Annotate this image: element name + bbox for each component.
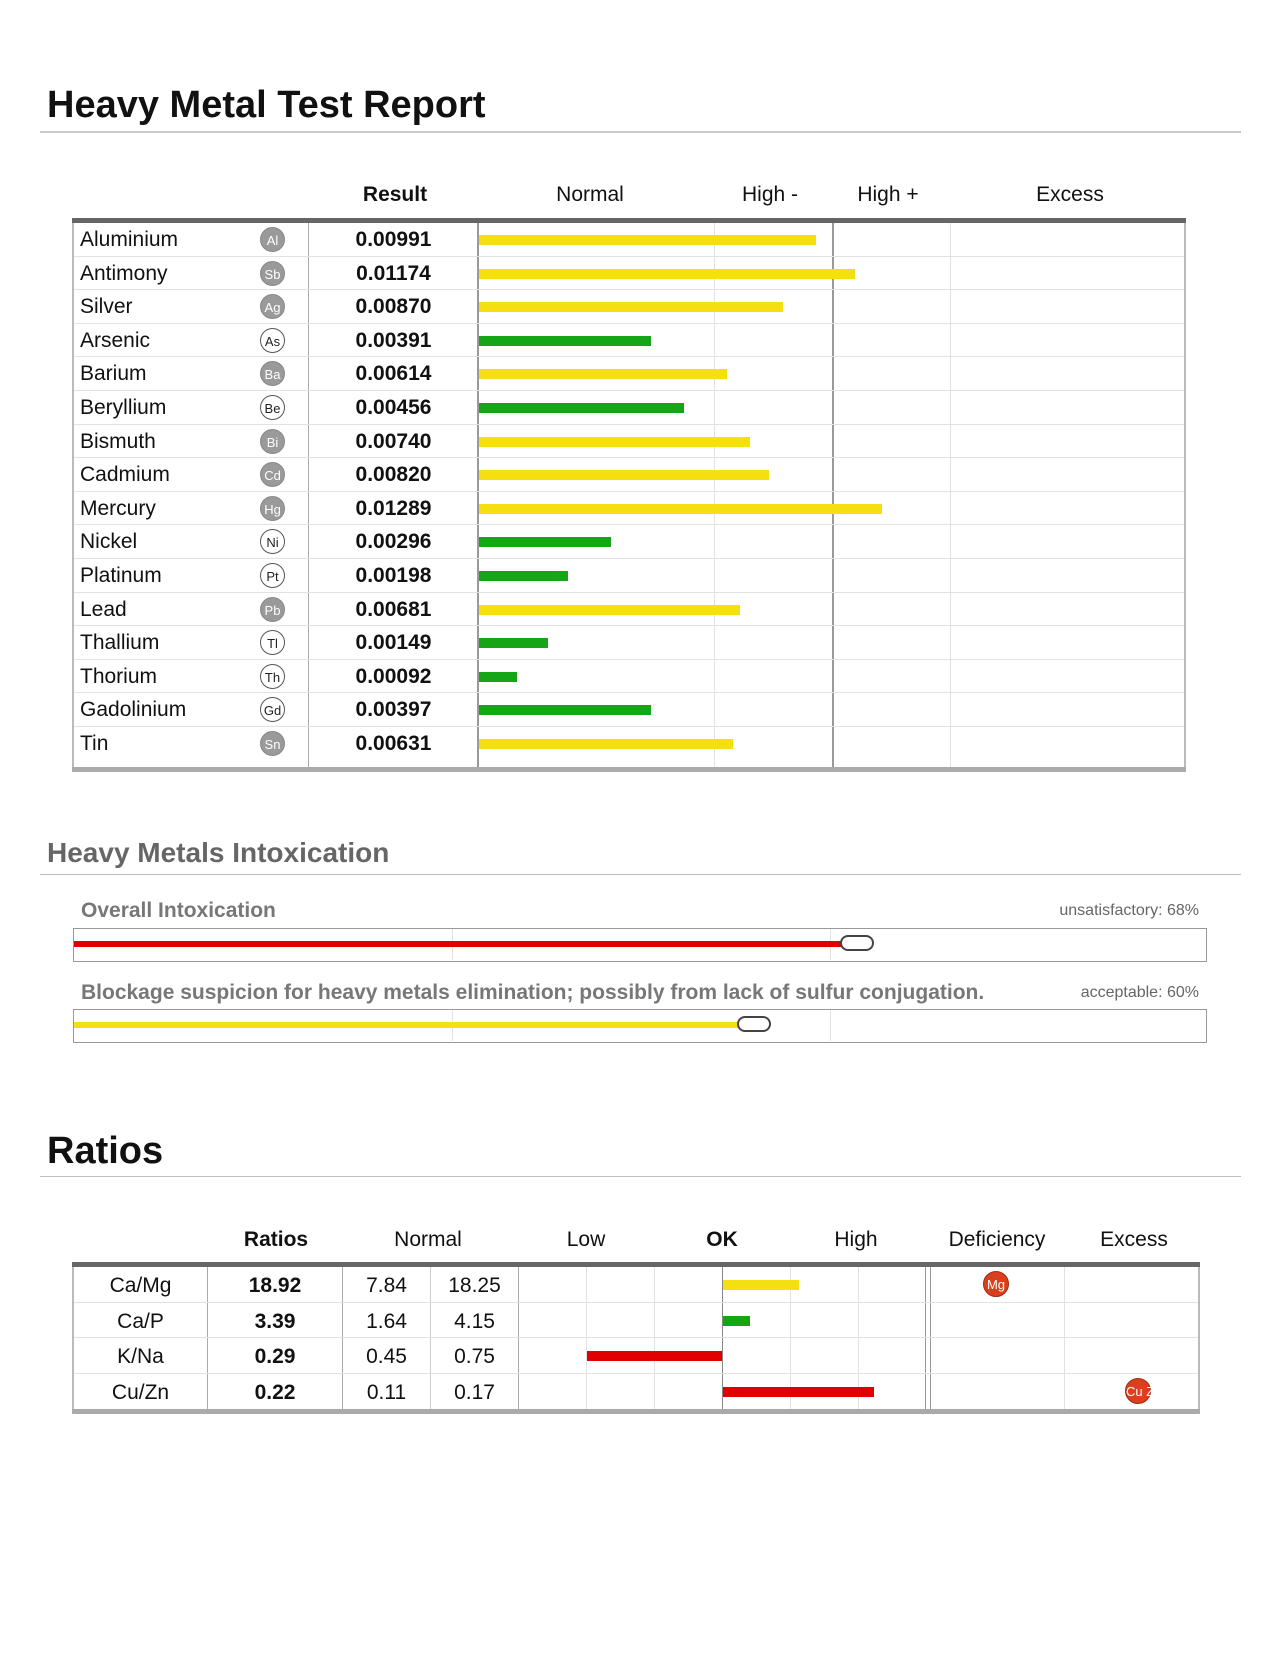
col-header-high-plus: High + — [857, 183, 919, 206]
element-symbol-badge: Pt — [260, 563, 285, 588]
ratio-level-bar — [587, 1351, 722, 1361]
intox-track-overall — [73, 928, 1207, 962]
table-row — [72, 1374, 1200, 1410]
ratio-normal-low: 0.45 — [366, 1345, 407, 1368]
table-row — [72, 458, 1186, 492]
metal-name: Nickel — [80, 530, 138, 554]
metal-level-bar — [479, 336, 651, 346]
ratio-name: K/Na — [117, 1345, 164, 1368]
metal-level-bar — [479, 605, 740, 615]
table-row — [72, 290, 1186, 324]
element-symbol-badge: Sn — [260, 731, 285, 756]
ratios-title: Ratios — [47, 1130, 164, 1172]
intox-knob-overall — [840, 935, 874, 951]
intox-bar-blockage — [74, 1022, 741, 1028]
intox-status-blockage: acceptable: 60% — [1080, 984, 1199, 1001]
metals-table — [72, 218, 1186, 772]
metal-result: 0.00991 — [355, 228, 432, 251]
ratio-normal-high: 0.75 — [454, 1345, 495, 1368]
metal-name: Gadolinium — [80, 698, 187, 722]
ratios-col-header-low: Low — [566, 1228, 606, 1251]
table-row — [72, 593, 1186, 627]
metal-name: Silver — [80, 295, 133, 319]
table-row — [72, 525, 1186, 559]
metal-result: 0.00149 — [355, 631, 432, 655]
metal-result: 0.00614 — [355, 362, 432, 386]
col-header-high-minus: High - — [741, 183, 799, 206]
metal-name: Antimony — [80, 261, 168, 285]
intox-track-blockage — [73, 1009, 1207, 1043]
ratio-normal-low: 1.64 — [366, 1309, 407, 1333]
intoxication-title: Heavy Metals Intoxication — [47, 837, 390, 868]
intox-status-overall: unsatisfactory: 68% — [1059, 902, 1199, 919]
ratio-level-bar — [723, 1316, 750, 1326]
element-symbol-badge: Al — [260, 227, 285, 252]
metal-result: 0.01174 — [356, 261, 431, 285]
metal-name: Bismuth — [80, 429, 156, 453]
element-symbol-badge: Ni — [260, 529, 285, 554]
table-row — [72, 626, 1186, 660]
table-row — [72, 559, 1186, 593]
col-header-result: Result — [362, 183, 428, 206]
metal-level-bar — [479, 403, 684, 413]
element-symbol-badge: Ag — [260, 294, 285, 319]
ratio-marker: Mg — [983, 1271, 1009, 1297]
metal-result: 0.00740 — [355, 429, 432, 453]
ratios-col-header-normal: Normal — [394, 1228, 462, 1251]
metal-result: 0.00397 — [355, 698, 432, 722]
ratio-normal-low: 7.84 — [366, 1274, 407, 1297]
ratio-normal-high: 0.17 — [454, 1380, 495, 1404]
element-symbol-badge: Bi — [260, 429, 285, 454]
intox-label-overall: Overall Intoxication — [81, 899, 276, 922]
ratio-value: 0.29 — [254, 1345, 296, 1368]
element-symbol-badge: Pb — [260, 597, 285, 622]
table-row — [72, 324, 1186, 358]
metal-result: 0.00296 — [355, 530, 432, 554]
metal-result: 0.00456 — [355, 396, 432, 419]
element-symbol-badge: As — [260, 328, 285, 353]
metal-level-bar — [479, 638, 548, 648]
ratio-level-bar — [723, 1387, 874, 1397]
metal-level-bar — [479, 369, 727, 379]
metal-level-bar — [479, 739, 733, 749]
metal-level-bar — [479, 537, 611, 547]
metal-name: Mercury — [80, 496, 156, 520]
ratios-table — [72, 1262, 1200, 1414]
table-row — [72, 727, 1186, 761]
metal-result: 0.01289 — [355, 496, 432, 520]
intox-knob-blockage — [737, 1016, 771, 1032]
element-symbol-badge: Gd — [260, 697, 285, 722]
col-header-excess: Excess — [1036, 183, 1104, 206]
ratio-normal-high: 18.25 — [448, 1274, 501, 1297]
metal-result: 0.00820 — [355, 463, 432, 487]
ratios-divider — [40, 1176, 1241, 1177]
metal-level-bar — [479, 302, 783, 312]
element-symbol-badge: Th — [260, 664, 285, 689]
element-symbol-badge: Sb — [260, 261, 285, 286]
element-symbol-badge: Tl — [260, 630, 285, 655]
table-row — [72, 1338, 1200, 1374]
metal-level-bar — [479, 672, 517, 682]
metal-level-bar — [479, 571, 568, 581]
ratio-normal-low: 0.11 — [366, 1380, 407, 1404]
grid-line — [830, 1010, 831, 1041]
metal-result: 0.00092 — [355, 664, 432, 688]
col-header-normal: Normal — [556, 183, 624, 206]
metal-result: 0.00870 — [355, 295, 432, 319]
ratio-name: Ca/Mg — [109, 1274, 172, 1297]
metal-result: 0.00681 — [355, 597, 432, 621]
table-row — [72, 1303, 1200, 1339]
table-row — [72, 693, 1186, 727]
table-row — [72, 391, 1186, 425]
table-row — [72, 1267, 1200, 1303]
table-row — [72, 492, 1186, 526]
metal-name: Tin — [80, 732, 109, 755]
ratio-value: 18.92 — [248, 1274, 302, 1297]
table-bottom-border — [72, 767, 1186, 772]
ratios-col-header-ratios: Ratios — [243, 1228, 309, 1251]
metal-name: Cadmium — [80, 463, 170, 487]
table-row — [72, 257, 1186, 291]
ratio-normal-high: 4.15 — [454, 1309, 495, 1333]
ratios-col-header-ok: OK — [706, 1228, 738, 1251]
metal-name: Thorium — [80, 664, 158, 688]
element-symbol-badge: Be — [260, 395, 285, 420]
ratios-col-header-deficiency: Deficiency — [948, 1228, 1046, 1251]
table-row — [72, 425, 1186, 459]
metal-result: 0.00391 — [355, 328, 432, 352]
ratios-col-header-excess: Excess — [1100, 1228, 1168, 1251]
ratio-name: Cu/Zn — [111, 1380, 170, 1404]
metal-name: Barium — [80, 362, 147, 386]
intoxication-divider — [40, 874, 1241, 875]
element-symbol-badge: Cd — [260, 462, 285, 487]
table-bottom-border — [72, 1409, 1200, 1414]
metal-name: Aluminium — [80, 228, 179, 251]
metal-level-bar — [479, 470, 769, 480]
metal-result: 0.00631 — [355, 732, 432, 755]
table-row — [72, 223, 1186, 257]
metal-level-bar — [479, 504, 882, 514]
metal-level-bar — [479, 235, 816, 245]
ratios-col-header-high: High — [834, 1228, 878, 1251]
table-row — [72, 357, 1186, 391]
ratio-level-bar — [723, 1280, 799, 1290]
metal-level-bar — [479, 269, 855, 279]
metal-name: Thallium — [80, 631, 160, 655]
ratio-value: 0.22 — [254, 1380, 296, 1404]
ratio-name: Ca/P — [117, 1309, 164, 1333]
intox-bar-overall — [74, 941, 844, 947]
element-symbol-badge: Hg — [260, 496, 285, 521]
metal-name: Arsenic — [80, 328, 151, 352]
metal-name: Beryllium — [80, 396, 167, 419]
intox-label-blockage: Blockage suspicion for heavy metals elimination; possibly from lack of sulfur conjugation. — [81, 981, 985, 1004]
element-symbol-badge: Ba — [260, 361, 285, 386]
table-row — [72, 660, 1186, 694]
metal-name: Lead — [80, 597, 127, 621]
metal-level-bar — [479, 705, 651, 715]
metal-level-bar — [479, 437, 750, 447]
ratio-value: 3.39 — [254, 1309, 296, 1333]
title-divider — [40, 131, 1241, 133]
metal-name: Platinum — [80, 564, 162, 587]
page-title: Heavy Metal Test Report — [47, 84, 486, 126]
metal-result: 0.00198 — [355, 564, 432, 587]
ratio-marker: Cu Zn — [1125, 1378, 1151, 1404]
